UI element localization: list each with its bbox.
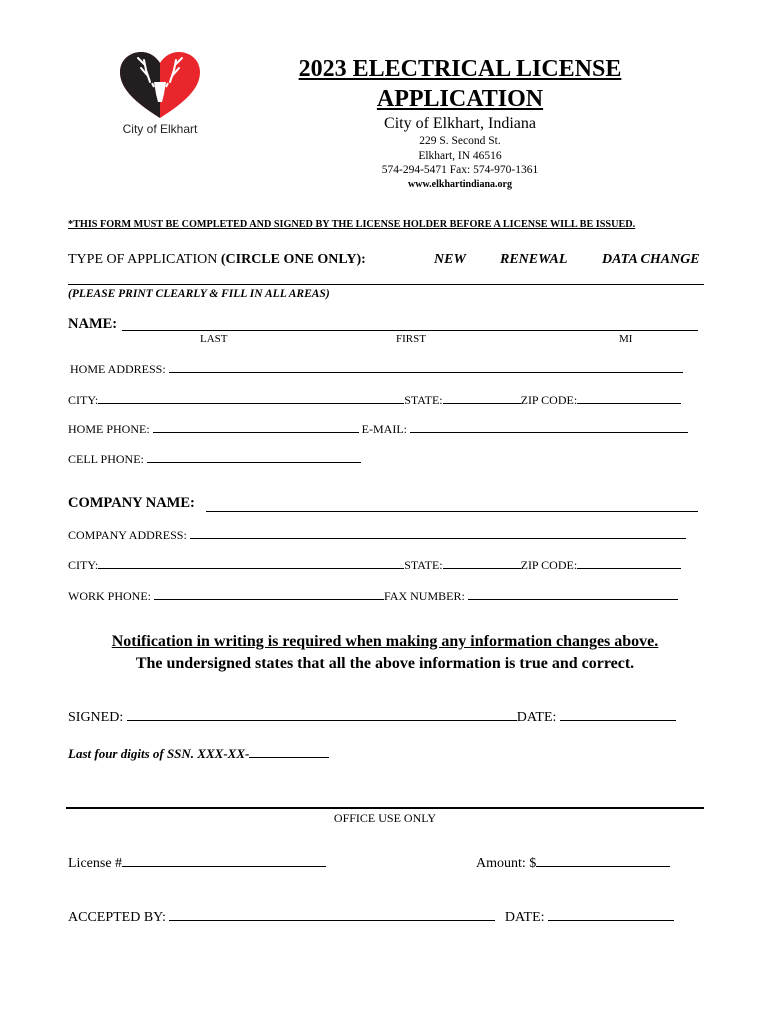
company-address-input[interactable] xyxy=(190,538,686,539)
application-type-row xyxy=(68,252,708,274)
city-name: City of Elkhart, Indiana xyxy=(384,115,536,132)
home-address-input[interactable] xyxy=(169,372,683,373)
signature-row: SIGNED: DATE: xyxy=(68,710,676,726)
ssn-input[interactable] xyxy=(249,757,329,758)
company-name-input-line[interactable] xyxy=(206,511,698,512)
ssn-field: Last four digits of SSN. XXX-XX- xyxy=(68,746,329,762)
amount-field: Amount: $ xyxy=(476,856,670,872)
heart-elk-logo-icon xyxy=(108,46,212,138)
company-name-label: COMPANY NAME: xyxy=(68,495,195,511)
cell-phone-field: CELL PHONE: xyxy=(68,452,361,467)
name-last-caption: LAST xyxy=(200,333,228,345)
print-instructions: (PLEASE PRINT CLEARLY & FILL IN ALL AREAS) xyxy=(68,288,330,300)
attestation-statement: The undersigned states that all the above information is true and correct. xyxy=(135,655,635,672)
option-data-change[interactable]: DATA CHANGE xyxy=(602,252,700,267)
home-address-field: HOME ADDRESS: xyxy=(70,362,683,377)
work-phone-fax-row: WORK PHONE: FAX NUMBER: xyxy=(68,589,678,604)
logo-wordmark: City of Elkhart xyxy=(122,122,198,136)
fax-number-input[interactable] xyxy=(468,599,678,600)
license-number-input[interactable] xyxy=(122,866,326,867)
street-address: 229 S. Second St. xyxy=(419,135,501,147)
signature-input[interactable] xyxy=(127,720,517,721)
company-state-input[interactable] xyxy=(443,568,521,569)
accepted-by-input[interactable] xyxy=(169,920,495,921)
name-first-caption: FIRST xyxy=(396,333,426,345)
work-phone-input[interactable] xyxy=(154,599,384,600)
section-divider xyxy=(68,284,704,285)
city-state-zip: Elkhart, IN 46516 xyxy=(418,150,502,162)
home-state-input[interactable] xyxy=(443,403,521,404)
license-number-field: License # xyxy=(68,856,326,872)
email-input[interactable] xyxy=(410,432,688,433)
company-zip-input[interactable] xyxy=(577,568,681,569)
home-phone-input[interactable] xyxy=(153,432,359,433)
company-address-field: COMPANY ADDRESS: xyxy=(68,528,686,543)
name-input-line[interactable] xyxy=(122,330,698,331)
company-city-state-zip-row: CITY: STATE: ZIP CODE: xyxy=(68,558,681,573)
name-mi-caption: MI xyxy=(619,333,633,345)
completion-warning: *THIS FORM MUST BE COMPLETED AND SIGNED BY THE LICENSE HOLDER BEFORE A LICENSE WILL BE ISSUED. xyxy=(68,219,636,230)
amount-input[interactable] xyxy=(536,866,670,867)
option-renewal[interactable]: RENEWAL xyxy=(500,252,568,267)
company-city-input[interactable] xyxy=(98,568,404,569)
form-title: 2023 ELECTRICAL LICENSE APPLICATION xyxy=(298,56,622,112)
notification-notice: Notification in writing is required when making any information changes above. xyxy=(111,633,659,650)
phone-fax: 574-294-5471 Fax: 574-970-1361 xyxy=(381,164,539,176)
city-logo xyxy=(108,46,212,138)
website-link[interactable]: www.elkhartindiana.org xyxy=(408,179,512,190)
home-zip-input[interactable] xyxy=(577,403,681,404)
office-use-heading: OFFICE USE ONLY xyxy=(333,811,437,825)
application-type-label: TYPE OF APPLICATION (CIRCLE ONE ONLY): xyxy=(68,252,366,267)
name-label: NAME: xyxy=(68,316,118,332)
home-phone-email-row: HOME PHONE: E-MAIL: xyxy=(68,422,688,437)
cell-phone-input[interactable] xyxy=(147,462,361,463)
accepted-by-row: ACCEPTED BY: DATE: xyxy=(68,910,674,926)
accepted-date-input[interactable] xyxy=(548,920,674,921)
office-use-divider xyxy=(66,807,704,809)
home-city-state-zip-row: CITY: STATE: ZIP CODE: xyxy=(68,393,681,408)
option-new[interactable]: NEW xyxy=(434,252,466,267)
signature-date-input[interactable] xyxy=(560,720,676,721)
home-city-input[interactable] xyxy=(98,403,404,404)
